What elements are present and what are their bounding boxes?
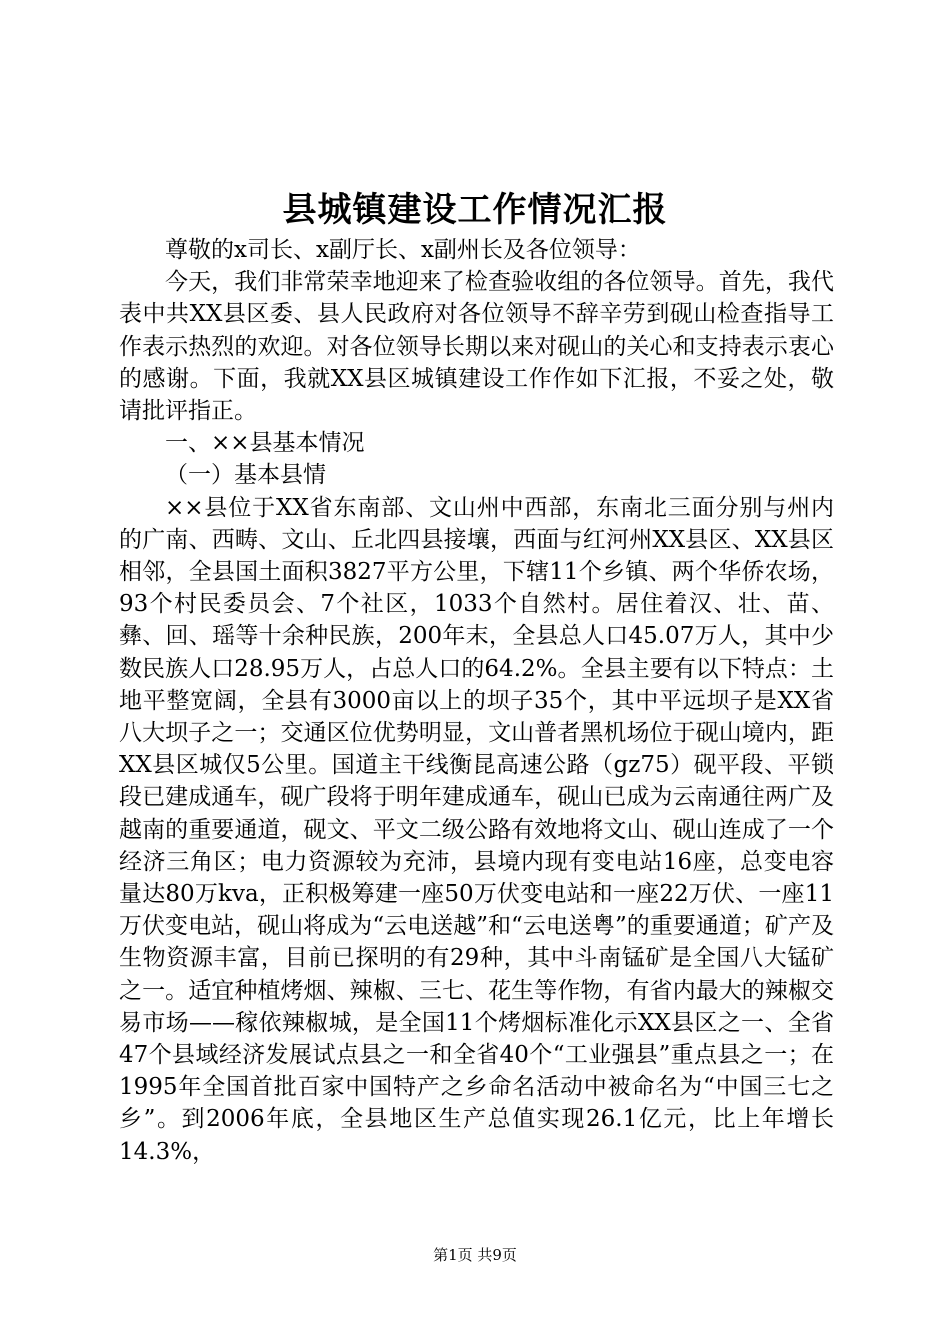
subsection-heading: （一）基本县情 bbox=[165, 462, 326, 489]
document-title: 县城镇建设工作情况汇报 bbox=[282, 190, 668, 230]
section-heading: 一、××县基本情况 bbox=[165, 430, 365, 457]
document-body bbox=[119, 234, 834, 1168]
intro-paragraph: 今天，我们非常荣幸地迎来了检查验收组的各位领导。首先，我代表中共XX县区委、县人民政府对各位领导不辞辛劳到砚山检查指导工作表示热烈的欢迎。对各位领导长期以来对砚山的关心和支持表示衷心的感谢。下面，我就XX县区城镇建设工作作如下汇报，不妥之处，敬请批评指正。 bbox=[119, 269, 834, 425]
page-number-footer: 第1页 共9页 bbox=[433, 1246, 517, 1264]
body-paragraph: ××县位于XX省东南部、文山州中西部，东南北三面分别与州内的广南、西畴、文山、丘北四县接壤，西面与红河州XX县区、XX县区相邻，全县国土面积3827平方公里，下辖11个乡镇、两个华侨农场，93个村民委员会、7个社区，1033个自然村。居住着汉、壮、苗、彝、回、瑶等十余种民族，200年末，全县总人口45.07万人，其中少数民族人口28.95万人，占总人口的64.2%。全县主要有以下特点：土地平整宽阔，全县有3000亩以上的坝子35个，其中平远坝子是XX省八大坝子之一；交通区位优势明显，文山普者黑机场位于砚山境内，距XX县区城仅5公里。国道主干线衡昆高速公路（gz75）砚平段、平锁段已建成通车，砚广段将于明年建成通车，砚山已成为云南通往两广及越南的重要通道，砚文、平文二级公路有效地将文山、砚山连成了一个经济三角区；电力资源较为充沛，县境内现有变电站16座，总变电容量达80万kva，正积极筹建一座50万伏变电站和一座22万伏、一座11万伏变电站，砚山将成为“云电送越”和“云电送粤”的重要通道；矿产及生物资源丰富，目前已探明的有29种，其中斗南锰矿是全国八大锰矿之一。适宜种植烤烟、辣椒、三七、花生等作物，有省内最大的辣椒交易市场——稼依辣椒城，是全国11个烤烟标准化示XX县区之一、全省47个县域经济发展试点县之一和全省40个“工业强县”重点县之一；在1995年全国首批百家中国特产之乡命名活动中被命名为“中国三七之乡”。到2006年底，全县地区生产总值实现26.1亿元，比上年增长14.3%， bbox=[119, 494, 834, 1165]
salutation-paragraph: 尊敬的x司长、x副厅长、x副州长及各位领导： bbox=[165, 237, 641, 263]
